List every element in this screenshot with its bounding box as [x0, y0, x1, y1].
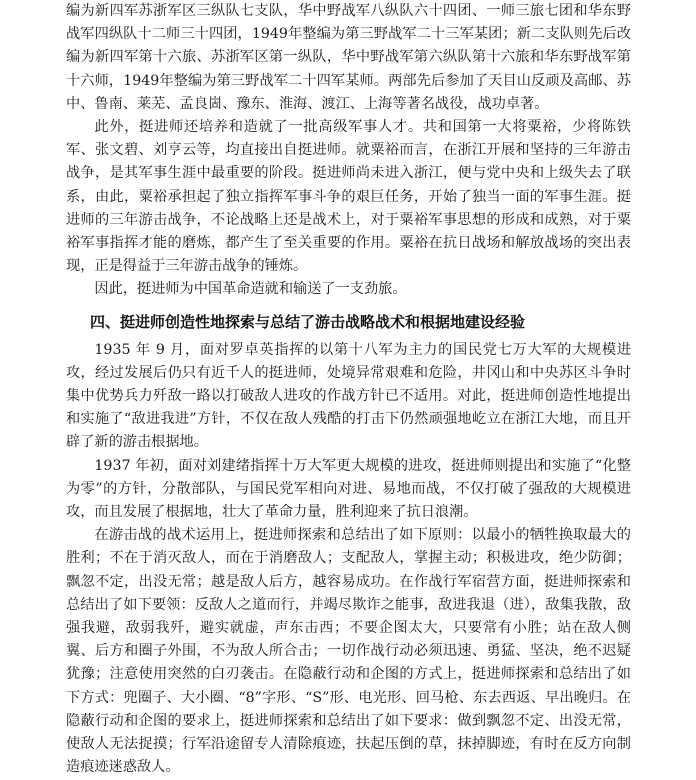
- document-page: [66, 0, 631, 780]
- paragraph-1937: 1937 年初，面对刘建绪指挥十万大军更大规模的进攻，挺进师则提出和实施了“化整为零”的方针，分散部队，与国民党军相向对进、易地而战，不仅打破了强敌的大规模进攻，而且发展了根据地，壮大了革命力量，胜利迎来了抗日浪潮。: [66, 457, 631, 521]
- paragraph-military-talent: 此外，挺进师还培养和造就了一批高级军事人才。共和国第一大将粟裕，少将陈铁军、张文碧、刘亨云等，均直接出自挺进师。就粟裕而言，在浙江开展和坚持的三年游击战争，是其军事生涯中最重要的阶段。挺进师尚未进入浙江，便与党中央和上级失去了联系，由此，粟裕承担起了独立指挥军事斗争的艰巨任务，开始了独当一面的军事生涯。挺进师的三年游击战争，不论战略上还是战术上，对于粟裕军事思想的形成和成熟，对于粟裕军事指挥才能的磨炼，都产生了至关重要的作用。粟裕在抗日战场和解放战场的突出表现，正是得益于三年游击战争的锤炼。: [66, 119, 631, 275]
- paragraph-tactics: 在游击战的战术运用上，挺进师探索和总结出了如下原则：以最小的牺牲换取最大的胜利；不在于消灭敌人，而在于消磨敌人；支配敌人，掌握主动；积极进攻，绝少防御；飘忽不定，出没无常；越是敌人后方，越容易成功。在作战行军宿营方面，挺进师探索和总结出了如下要领：反敌人之道而行，并竭尽欺诈之能事，敌进我退（进），敌集我散，敌强我避，敌弱我歼，避实就虚，声东击西；不要企图太大，只要常有小胜；站在敌人侧翼、后方和圈子外围，不为敌人所合击；一切作战行动必须迅速、勇猛、坚决，绝不迟疑犹豫；注意使用突然的白刃袭击。在隐蔽行动和企图的方式上，挺进师探索和总结出了如下方式：兜圈子、大小圈、“8”字形、“S”形、电光形、回马枪、东去西返、早出晚归。在隐蔽行动和企图的要求上，挺进师探索和总结出了如下要求：做到飘忽不定、出没无常，使敌人无法捉摸；行军沿途留专人清除痕迹，扶起压倒的草，抹掉脚迹，有时在反方向制造痕迹迷惑敌人。: [66, 527, 631, 776]
- paragraph-continued: 编为新四军苏浙军区三纵队七支队，华中野战军八纵队六十四团、一师三旅七团和华东野战军四纵队十二师三十四团，1949年整编为第三野战军二十三军某团；新二支队则先后改编为新四军第十六旅、苏浙军区第一纵队，华中野战军第六纵队第十六旅和华东野战军第十六师，1949年整编为第三野战军二十四军某师。两部先后参加了天目山反顽及高邮、苏中、鲁南、莱芜、孟良崮、豫东、淮海、渡江、上海等著名战役，战功卓著。: [66, 3, 631, 112]
- paragraph-conclusion: 因此，挺进师为中国革命造就和输送了一支劲旅。: [94, 281, 407, 298]
- section-title: 四、挺进师创造性地探索与总结了游击战略战术和根据地建设经验: [90, 312, 526, 331]
- paragraph-1935: 1935 年 9 月，面对罗卓英指挥的以第十八军为主力的国民党七万大军的大规模进攻，经过发展后仍只有近千人的挺进师，处境异常艰难和危险，井冈山和中央苏区斗争时集中优势兵力歼敌一路以打破敌人进攻的作战方针已不适用。对此，挺进师创造性地提出和实施了“敌进我进”方针，不仅在敌人残酷的打击下仍然顽强地屹立在浙江大地，而且开辟了新的游击根据地。: [66, 341, 631, 451]
